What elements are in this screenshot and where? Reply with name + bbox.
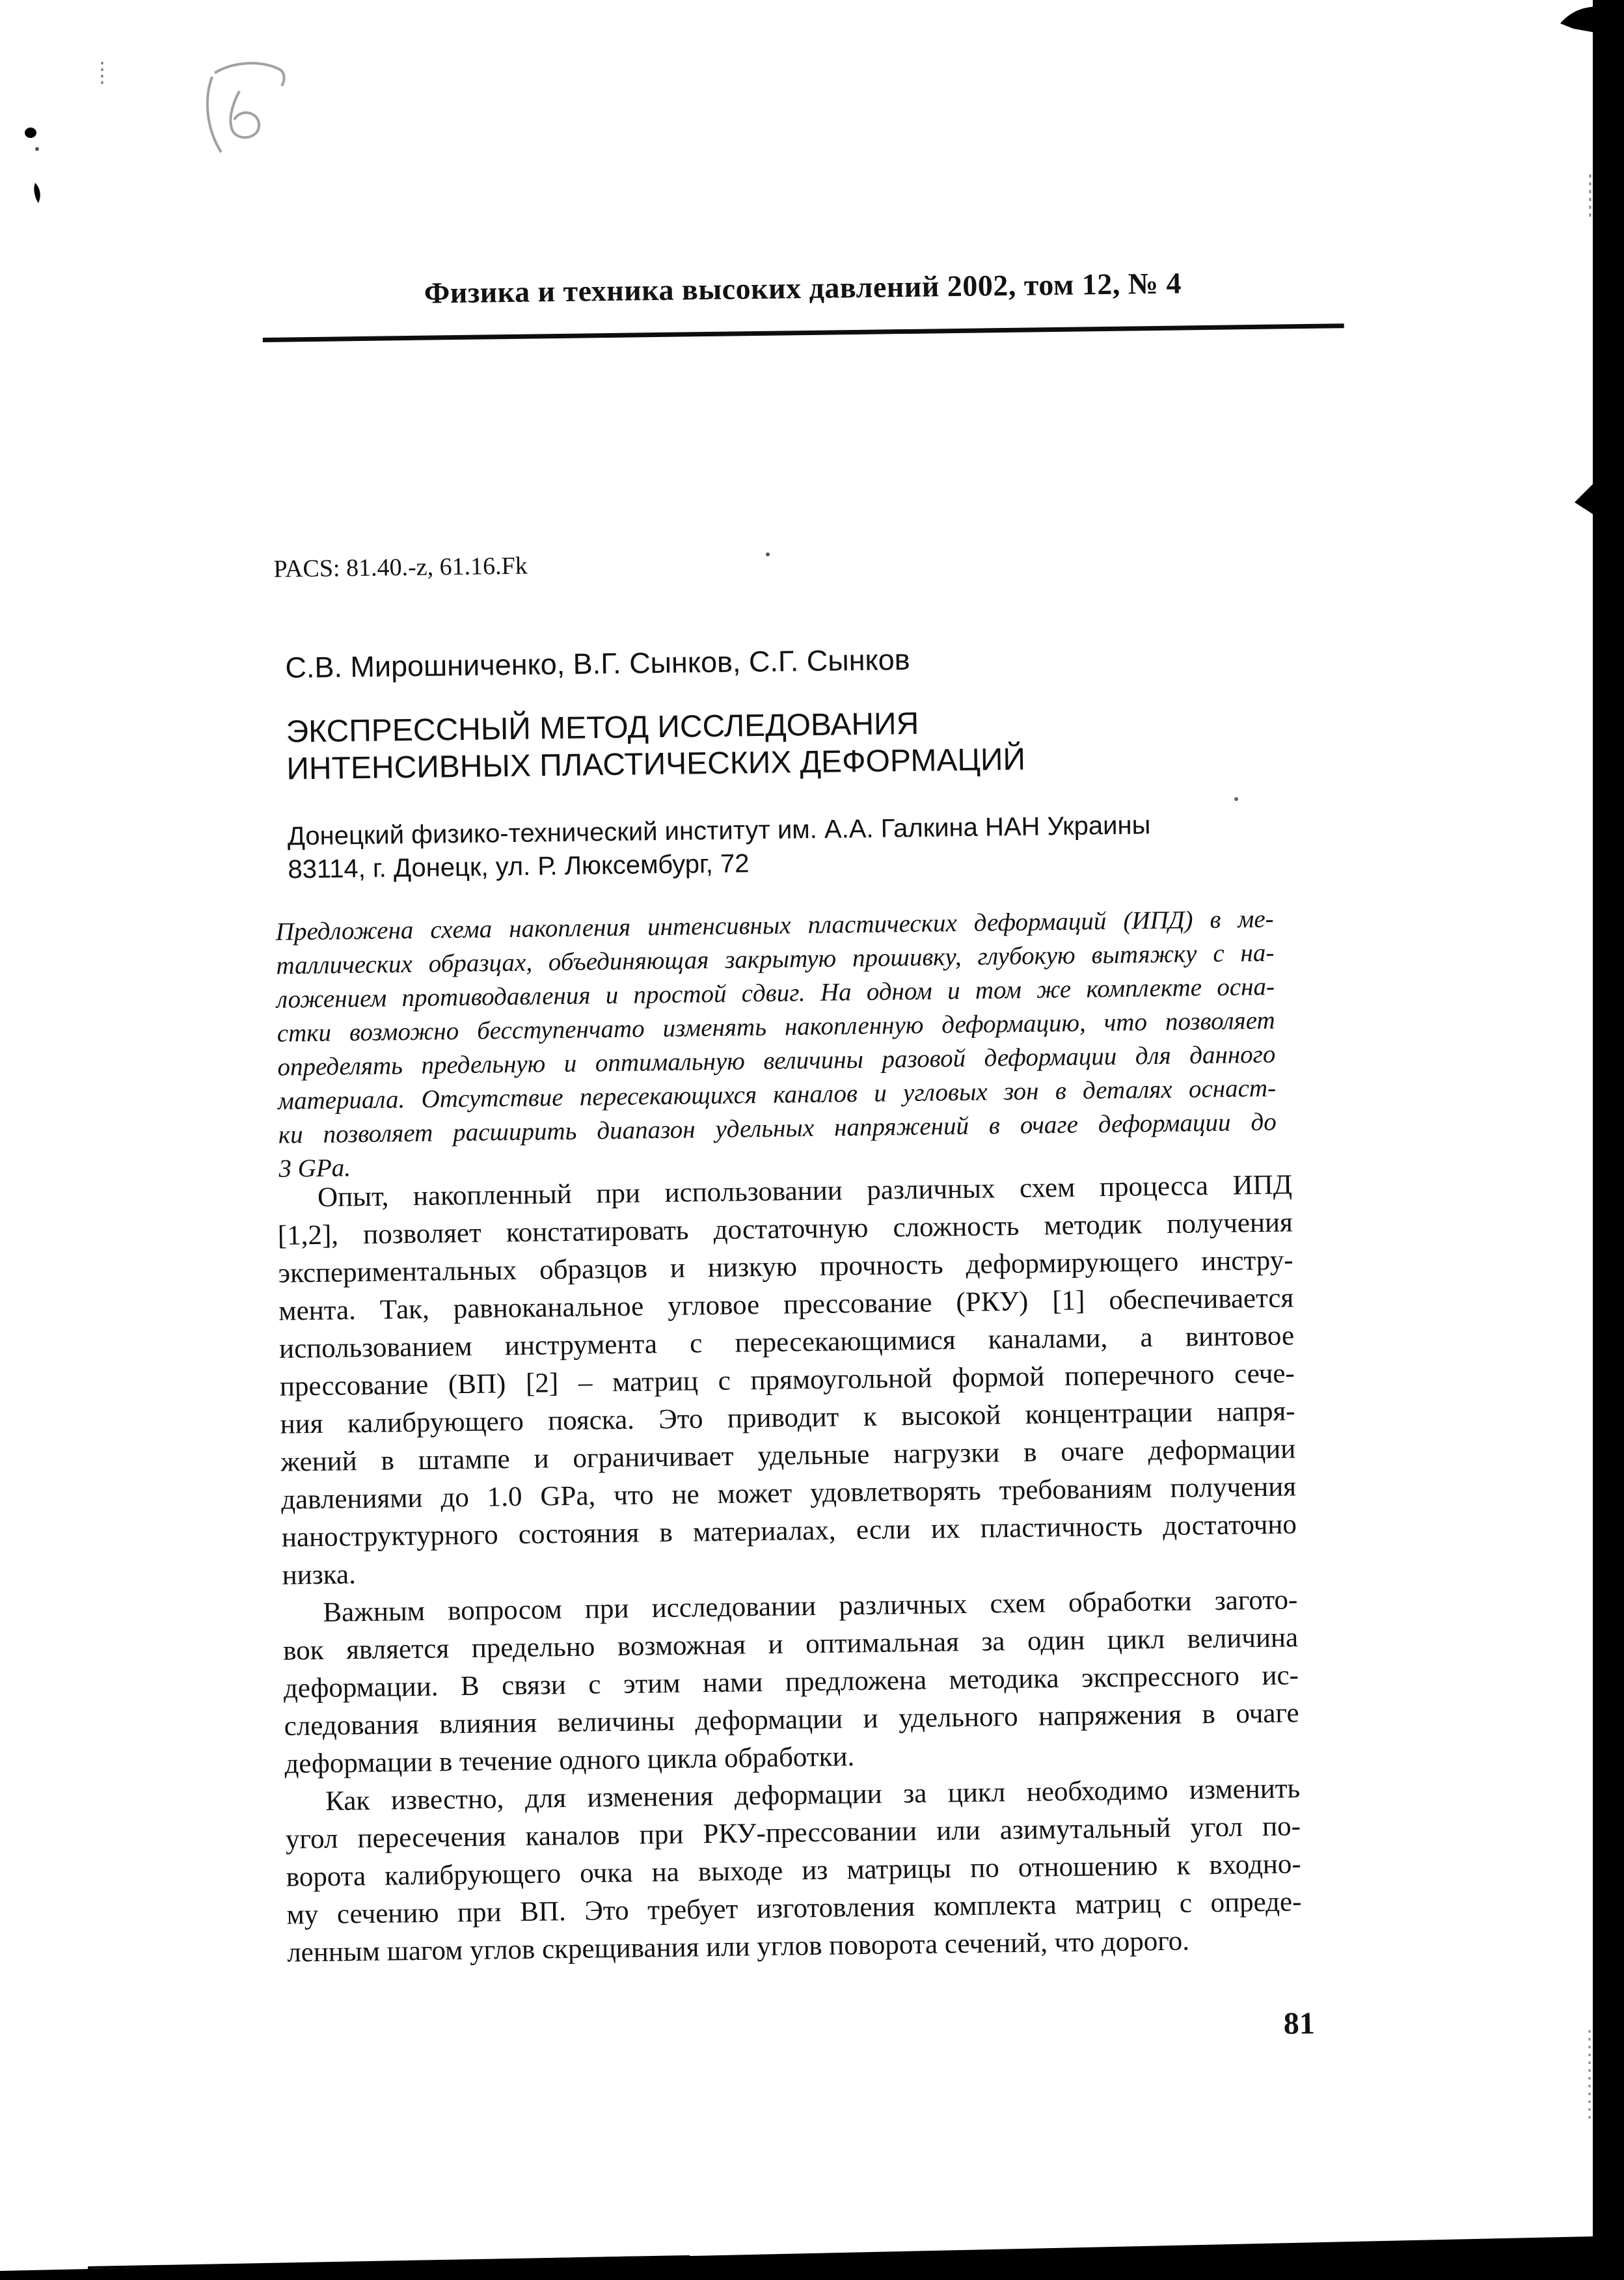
text-line: следования влияния величины деформации и удельного напряжения в очаге (284, 1698, 1299, 1742)
text-line: му сечению при ВП. Это требует изготовления комплекта матриц с опреде- (286, 1886, 1302, 1931)
abstract (275, 903, 1277, 1186)
authors-line: С.В. Мирошниченко, В.Г. Сынков, С.Г. Сынков (285, 642, 910, 685)
text-line: деформации в течение одного цикла обработки. (284, 1741, 855, 1780)
text-line: ленным шагом углов скрещивания или углов поворота сечений, что дорого. (286, 1925, 1190, 1968)
text-line: определять предельную и оптимальную величины разовой деформации для данного (277, 1040, 1276, 1081)
body-paragraph (285, 1770, 1303, 1972)
affiliation-line-1: Донецкий физико-технический институт им. А.А. Галкина НАН Украины (287, 811, 1151, 851)
text-line: материала. Отсутствие пересекающихся каналов и угловых зон в деталях оснаст- (277, 1074, 1277, 1115)
article-title-line-1: ЭКСПРЕССНЫЙ МЕТОД ИССЛЕДОВАНИЯ (286, 706, 919, 750)
header-rule (263, 323, 1344, 342)
body-paragraph (282, 1581, 1300, 1783)
text-line: давлениями до 1.0 GPa, что не может удовлетворять требованиям получения (280, 1471, 1297, 1515)
text-line: Предложена схема накопления интенсивных пластических деформаций (ИПД) в ме- (275, 904, 1274, 946)
article-title (286, 704, 1025, 788)
pacs-line: PACS: 81.40.-z, 61.16.Fk (273, 552, 528, 583)
text-line: угол пересечения каналов при РКУ-прессовании или азимутальный угол по- (285, 1811, 1301, 1855)
text-line: ложением противодавления и простой сдвиг. На одном и том же комплекте осна- (276, 972, 1275, 1014)
text-line: прессование (ВП) [2] – матриц с прямоугольной формой поперечного сече- (279, 1358, 1295, 1402)
text-line: 3 GPa. (278, 1154, 351, 1183)
text-line: вок является предельно возможная и оптимальная за один цикл величина (282, 1622, 1299, 1666)
text-line: низка. (282, 1559, 357, 1591)
text-line: наноструктурного состояния в материалах, если их пластичность достаточно (281, 1509, 1297, 1553)
affiliation (287, 809, 1151, 886)
text-line: таллических образцах, объединяющая закрытую прошивку, глубокую вытяжку с на- (276, 938, 1275, 980)
text-line: Опыт, накопленный при использовании различных схем процесса ИПД (317, 1169, 1293, 1213)
body-paragraph (277, 1166, 1297, 1594)
text-line: ки позволяет расширить диапазон удельных напряжений в очаге деформации до (278, 1107, 1277, 1149)
page-number: 81 (1283, 2006, 1316, 2041)
text-line: Как известно, для изменения деформации за цикл необходимо изменить (325, 1773, 1301, 1817)
affiliation-line-2: 83114, г. Донецк, ул. Р. Люксембург, 72 (288, 849, 750, 884)
journal-header-line: Физика и техника высоких давлений 2002, том 12, № 4 (424, 266, 1182, 310)
text-line: жений в штампе и ограничивает удельные нагрузки в очаге деформации (280, 1433, 1296, 1478)
text-line: ворота калибрующего очка на выходе из матрицы по отношению к входно- (286, 1849, 1301, 1893)
text-line: Важным вопросом при исследовании различных схем обработки загото- (323, 1584, 1298, 1628)
text-line: использованием инструмента с пересекающимися каналами, а винтовое (278, 1320, 1295, 1364)
text-line: стки возможно бесступенчато изменять накопленную деформацию, что позволяет (277, 1006, 1275, 1048)
text-line: [1,2], позволяет констатировать достаточную сложность методик получения (277, 1207, 1293, 1251)
text-line: мента. Так, равноканальное угловое прессование (РКУ) [1] обеспечивается (278, 1282, 1294, 1327)
article-title-line-2: ИНТЕНСИВНЫХ ПЛАСТИЧЕСКИХ ДЕФОРМАЦИЙ (286, 742, 1026, 787)
text-line: ния калибрующего пояска. Это приводит к высокой концентрации напря- (280, 1396, 1295, 1440)
article-body (277, 1166, 1303, 1972)
text-line: деформации. В связи с этим нами предложена методика экспрессного ис- (283, 1660, 1299, 1704)
text-line: экспериментальных образцов и низкую прочность деформирующего инстру- (278, 1245, 1293, 1289)
